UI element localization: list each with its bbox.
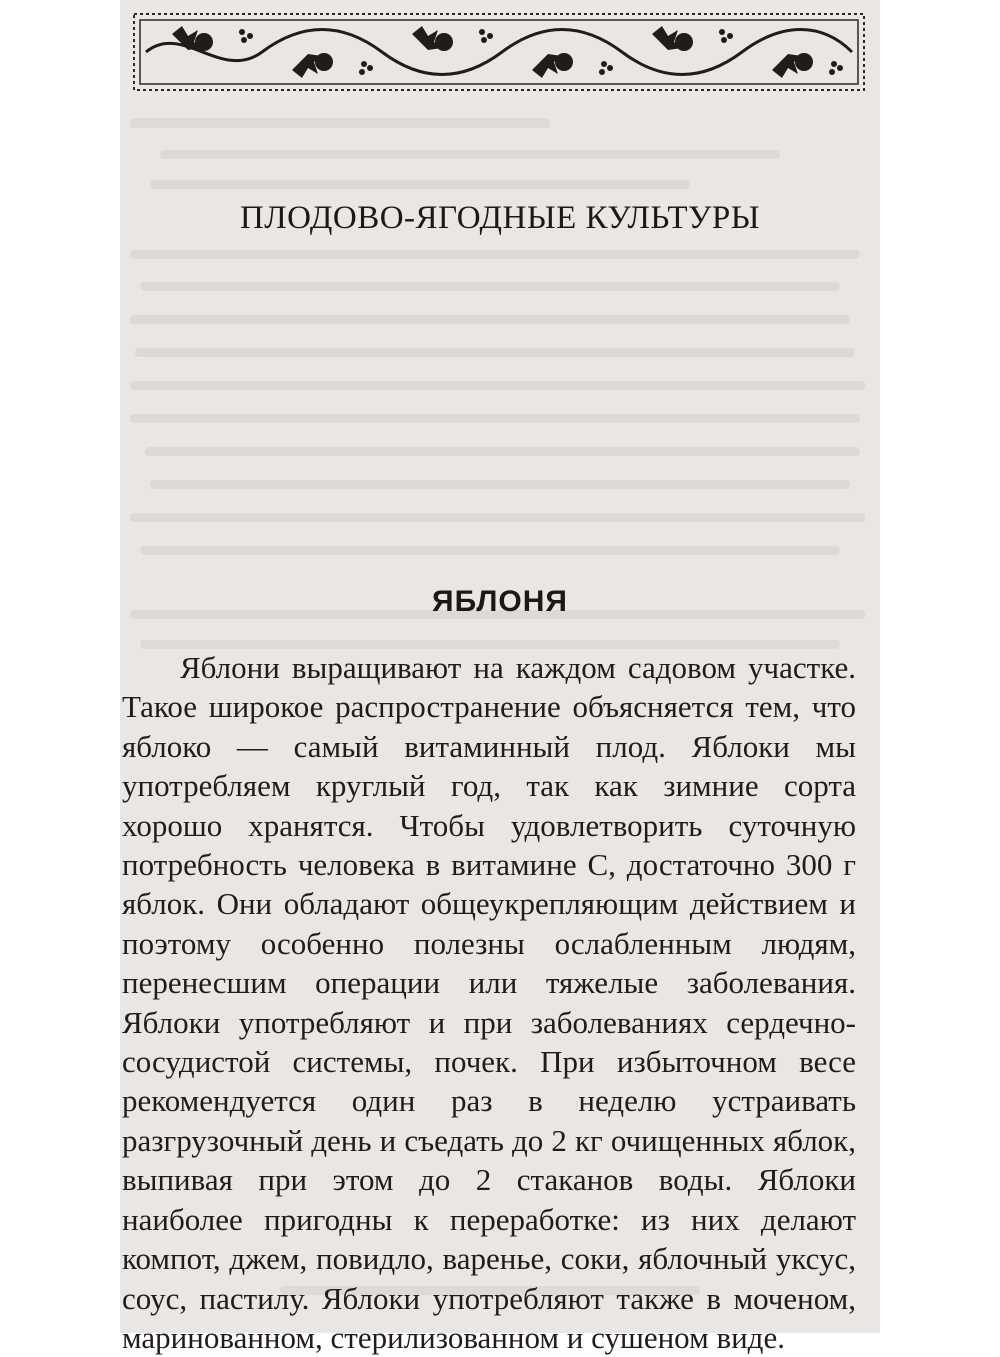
chapter-heading: ПЛОДОВО-ЯГОДНЫЕ КУЛЬТУРЫ	[239, 200, 761, 236]
section-title: ЯБЛОНЯ	[432, 585, 568, 618]
decorative-border-ornament	[132, 12, 866, 92]
body-paragraph: Яблони выращивают на каждом садовом участке. Такое широкое распространение объясняется тем, что яблоко — самый витаминный плод. Яблоки мы употребляем круглый год, так как зимние сорта хорошо хранятся. Чтобы удовлетворить суточную потребность человека в витамине С, достаточно 300 г яблок. Они обладают общеукрепляющим действием и поэтому особенно полезны ослабленным людям, перенесшим операции или тяжелые заболевания. Яблоки употребляют и при заболеваниях сердечно-сосудистой системы, почек. При избыточном весе рекомендуется один раз в неделю устраивать разгрузочный день и съедать до 2 кг очищенных яблок, выпивая при этом до 2 стаканов воды. Яблоки наиболее пригодны к переработке: из них делают компот, джем, повидло, варенье, соки, яблочный уксус, соус, пастилу. Яблоки употребляют также в моченом, маринованном, стерилизованном и сушеном виде.	[122, 650, 856, 1355]
